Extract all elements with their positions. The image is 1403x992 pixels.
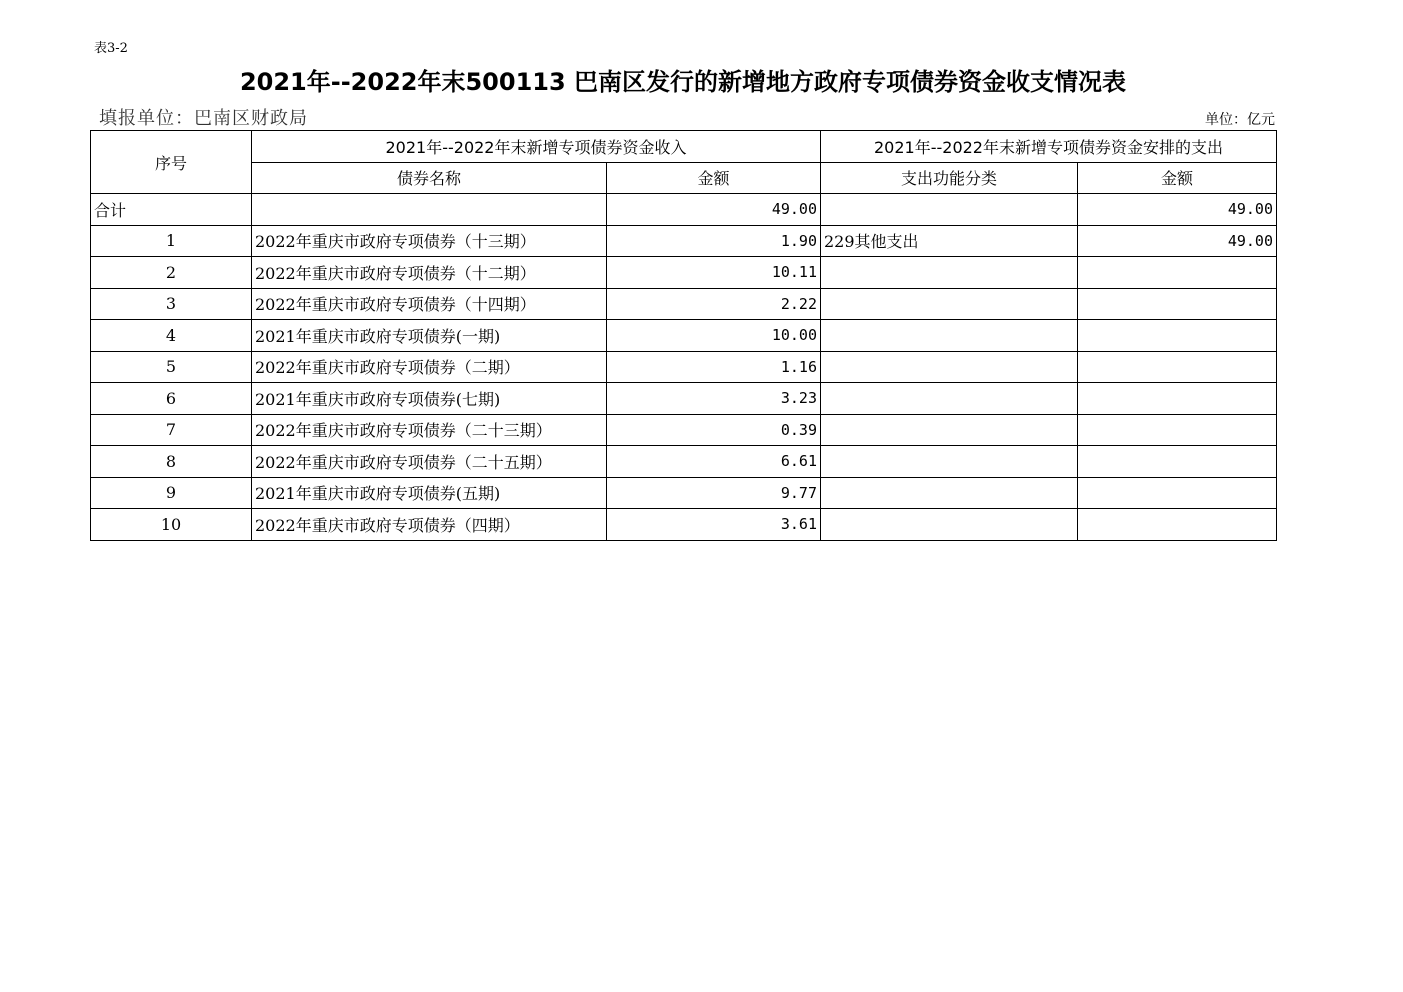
- row-expense-category: [821, 414, 1078, 446]
- row-seq: 1: [91, 225, 252, 257]
- table-row: [91, 414, 1277, 446]
- row-expense-category: [821, 477, 1078, 509]
- row-seq: 2: [91, 257, 252, 289]
- row-seq: 6: [91, 383, 252, 415]
- row-bond-name: 2022年重庆市政府专项债券（二十三期）: [252, 414, 607, 446]
- table-row: [91, 257, 1277, 289]
- row-bond-name: 2022年重庆市政府专项债券（十四期）: [252, 288, 607, 320]
- row-income-amount: 1.16: [607, 351, 821, 383]
- row-income-amount: 3.23: [607, 383, 821, 415]
- row-seq: 3: [91, 288, 252, 320]
- expense-group-header: 2021年--2022年末新增专项债券资金安排的支出: [821, 131, 1277, 163]
- row-expense-amount: [1078, 351, 1277, 383]
- income-amount-header: 金额: [607, 162, 821, 194]
- row-expense-category: [821, 320, 1078, 352]
- row-seq: 7: [91, 414, 252, 446]
- row-expense-amount: [1078, 509, 1277, 541]
- row-expense-amount: [1078, 320, 1277, 352]
- row-income-amount: 6.61: [607, 446, 821, 478]
- table-row: [91, 509, 1277, 541]
- unit-label: 单位：亿元: [1205, 112, 1275, 128]
- table-row: [91, 351, 1277, 383]
- row-income-amount: 9.77: [607, 477, 821, 509]
- header-row-columns: [91, 162, 1277, 194]
- table-row: [91, 446, 1277, 478]
- table-code: 表3-2: [94, 41, 128, 56]
- row-seq: 8: [91, 446, 252, 478]
- row-income-amount: 3.61: [607, 509, 821, 541]
- row-expense-amount: [1078, 257, 1277, 289]
- row-expense-amount: [1078, 414, 1277, 446]
- row-expense-amount: [1078, 446, 1277, 478]
- row-bond-name: 2022年重庆市政府专项债券（二期）: [252, 351, 607, 383]
- row-seq: 5: [91, 351, 252, 383]
- row-expense-amount: [1078, 383, 1277, 415]
- row-income-amount: 2.22: [607, 288, 821, 320]
- row-expense-category: [821, 509, 1078, 541]
- table-row: [91, 320, 1277, 352]
- row-bond-name: 2022年重庆市政府专项债券（四期）: [252, 509, 607, 541]
- row-expense-category: [821, 351, 1078, 383]
- row-expense-category: [821, 257, 1078, 289]
- row-bond-name: 2021年重庆市政府专项债券(一期): [252, 320, 607, 352]
- bond-fund-table: [90, 130, 1277, 541]
- table-row: [91, 477, 1277, 509]
- expense-category-header: 支出功能分类: [821, 162, 1078, 194]
- row-expense-amount: 49.00: [1078, 225, 1277, 257]
- filler-unit: 填报单位：巴南区财政局: [99, 108, 308, 129]
- seq-header: 序号: [91, 131, 252, 194]
- row-income-amount: 10.11: [607, 257, 821, 289]
- row-bond-name: 2022年重庆市政府专项债券（十三期）: [252, 225, 607, 257]
- table-row: [91, 225, 1277, 257]
- row-income-amount: 1.90: [607, 225, 821, 257]
- row-seq: 10: [91, 509, 252, 541]
- total-expense-amount: 49.00: [1078, 194, 1277, 226]
- row-bond-name: 2021年重庆市政府专项债券(七期): [252, 383, 607, 415]
- income-group-header: 2021年--2022年末新增专项债券资金收入: [252, 131, 821, 163]
- header-row-group: [91, 131, 1277, 163]
- bond-name-header: 债券名称: [252, 162, 607, 194]
- row-bond-name: 2022年重庆市政府专项债券（二十五期）: [252, 446, 607, 478]
- row-bond-name: 2022年重庆市政府专项债券（十二期）: [252, 257, 607, 289]
- table-row: [91, 383, 1277, 415]
- total-income-amount: 49.00: [607, 194, 821, 226]
- row-expense-category: [821, 288, 1078, 320]
- total-bond-name: [252, 194, 607, 226]
- page-title: 2021年--2022年末500113 巴南区发行的新增地方政府专项债券资金收支情况表: [239, 68, 1127, 96]
- total-expense-category: [821, 194, 1078, 226]
- total-label: 合计: [91, 194, 252, 226]
- table-row: [91, 288, 1277, 320]
- expense-amount-header: 金额: [1078, 162, 1277, 194]
- row-expense-amount: [1078, 288, 1277, 320]
- total-row: [91, 194, 1277, 226]
- row-expense-category: 229其他支出: [821, 225, 1078, 257]
- row-bond-name: 2021年重庆市政府专项债券(五期): [252, 477, 607, 509]
- row-seq: 9: [91, 477, 252, 509]
- row-income-amount: 10.00: [607, 320, 821, 352]
- row-seq: 4: [91, 320, 252, 352]
- row-expense-category: [821, 383, 1078, 415]
- row-expense-amount: [1078, 477, 1277, 509]
- row-expense-category: [821, 446, 1078, 478]
- row-income-amount: 0.39: [607, 414, 821, 446]
